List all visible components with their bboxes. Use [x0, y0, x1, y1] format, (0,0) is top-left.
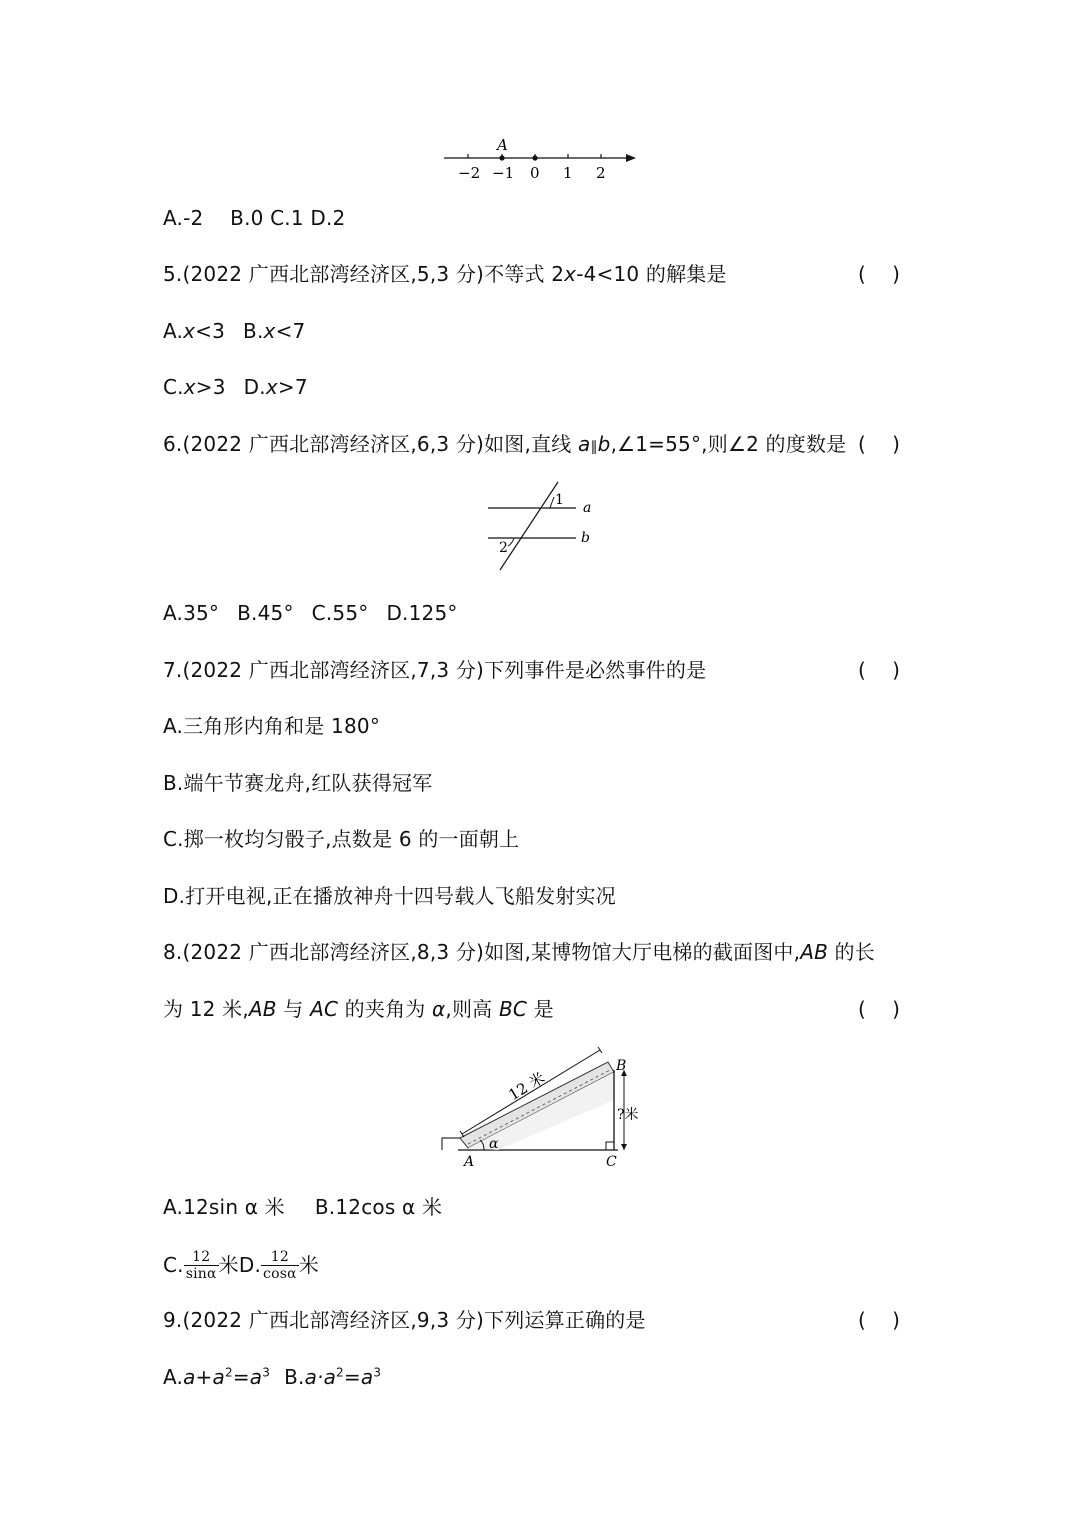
q5-options-cd: [163, 375, 308, 399]
angle-1-label: 1: [555, 492, 564, 508]
q9-opt-a: $A.a+a^2=a^3$: [163, 1365, 271, 1389]
tick-label: −1: [492, 164, 515, 182]
q5-stem: [163, 262, 727, 286]
q5-opt-b: B.x<7: [243, 319, 306, 343]
q5-stem-var: x: [564, 262, 577, 286]
point-a: [499, 155, 504, 160]
q8-opt-d: D. $\frac{12}{\cos\alpha}$ 米: [238, 1249, 319, 1282]
q9-options: [163, 1365, 381, 1389]
angle-2-label: 2: [499, 540, 508, 556]
q6-opt-d: D.125°: [386, 601, 458, 625]
q9-opt-b: $B.a\cdot a^2=a^3$: [284, 1365, 382, 1389]
angle-alpha-label: α: [489, 1136, 499, 1152]
height-unknown-label: ?米: [617, 1107, 639, 1123]
q7-opt-b: B.端午节赛龙舟,红队获得冠军: [163, 771, 433, 795]
q8-opt-a: A.12sin α 米: [163, 1195, 285, 1219]
parallel-lines-figure: [484, 480, 600, 574]
vertex-a-label: A: [464, 1154, 475, 1170]
q5-stem-tail: -4<10 的解集是: [576, 262, 727, 286]
q5-opt-d: D.x>7: [243, 375, 308, 399]
q6-options: [163, 601, 458, 625]
q5-opt-a: A.x<3: [163, 319, 226, 343]
q8-answer-blank: ( ): [858, 997, 900, 1021]
q6-opt-a: A.35°: [163, 601, 220, 625]
q5-stem-text: 5.(2022 广西北部湾经济区,5,3 分)不等式 2: [163, 262, 565, 286]
tick-label: 0: [530, 164, 540, 182]
point-label-a: A: [497, 136, 508, 154]
q9-stem: 9.(2022 广西北部湾经济区,9,3 分)下列运算正确的是: [163, 1308, 646, 1332]
escalator-figure: [438, 1040, 658, 1172]
q9-answer-blank: ( ): [858, 1308, 900, 1332]
vertex-c-label: C: [606, 1154, 617, 1170]
q4-options: A.-2 B.0 C.1 D.2: [163, 206, 346, 230]
q8-opt-b: B.12cos α 米: [314, 1195, 443, 1219]
q7-answer-blank: ( ): [858, 658, 900, 682]
q8-opt-c: C. $\frac{12}{\sin\alpha}$ 米: [163, 1249, 239, 1282]
q6-stem: 6.(2022 广西北部湾经济区,6,3 分)如图,直线 a∥b,∠1=55°,则∠2 的度数是: [163, 432, 847, 456]
tick-label: −2: [458, 164, 481, 182]
q6-opt-c: C.55°: [311, 601, 369, 625]
origin-dot: [532, 155, 537, 160]
q5-options-ab: [163, 319, 305, 343]
tick-label: 2: [596, 164, 606, 182]
q6-opt-b: B.45°: [237, 601, 294, 625]
tick-label: 1: [563, 164, 573, 182]
line-a-label: a: [583, 500, 592, 516]
q7-opt-c: C.掷一枚均匀骰子,点数是 6 的一面朝上: [163, 827, 520, 851]
ab-length-label: 12 米: [505, 1068, 549, 1105]
q7-opt-a: A.三角形内角和是 180°: [163, 714, 381, 738]
q5-answer-blank: ( ): [858, 262, 900, 286]
q8-stem-line1: 8.(2022 广西北部湾经济区,8,3 分)如图,某博物馆大厅电梯的截面图中,AB 的长: [163, 940, 875, 964]
q7-stem: 7.(2022 广西北部湾经济区,7,3 分)下列事件是必然事件的是: [163, 658, 707, 682]
q7-opt-d: D.打开电视,正在播放神舟十四号载人飞船发射实况: [163, 884, 616, 908]
number-line-figure: [440, 132, 640, 184]
q8-stem-line2: 为 12 米,AB 与 AC 的夹角为 α,则高 BC 是: [163, 997, 554, 1021]
q8-options-ab: [163, 1195, 442, 1219]
q6-answer-blank: ( ): [858, 432, 900, 456]
line-b-label: b: [581, 530, 590, 546]
vertex-b-label: B: [616, 1058, 627, 1074]
q5-opt-c: C.x>3: [163, 375, 226, 399]
q8-options-cd: [163, 1250, 319, 1282]
